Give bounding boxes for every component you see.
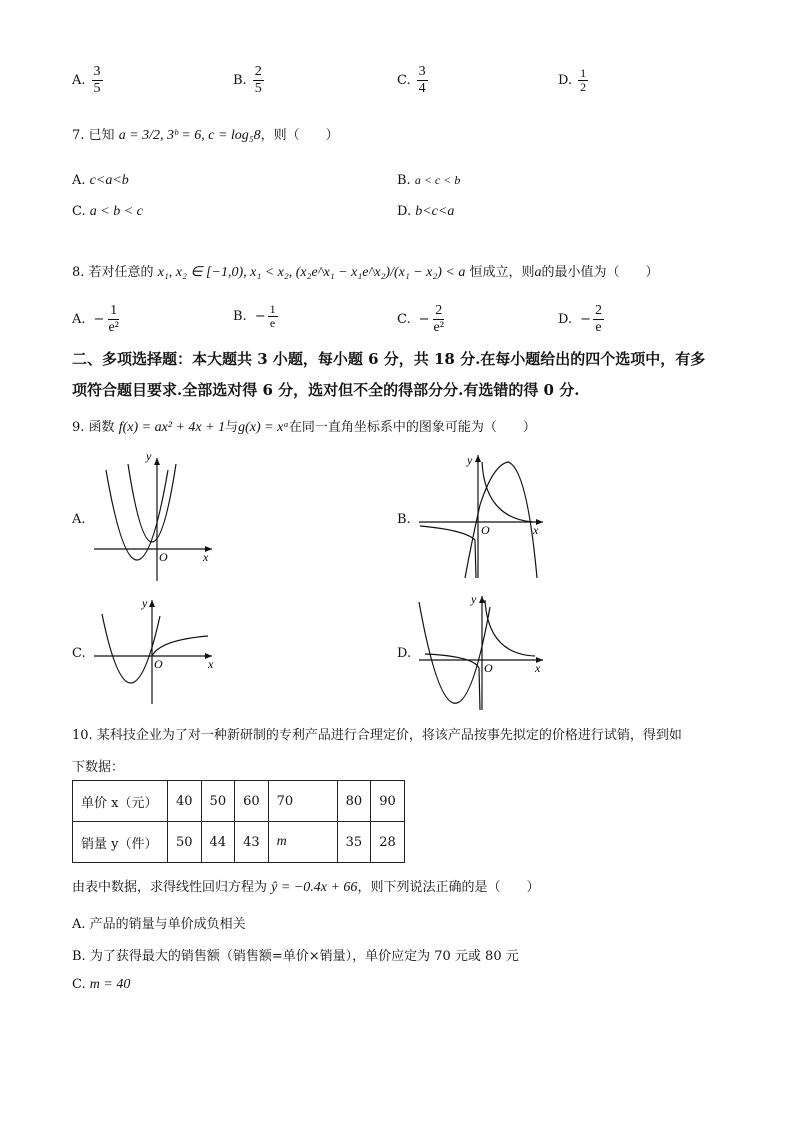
y-axis-label: y (146, 449, 152, 463)
q9-graph-b-label[interactable]: B. (397, 512, 411, 527)
y-axis-arrow-icon (479, 596, 485, 603)
table-cell: 28 (371, 822, 405, 863)
q6-option-b[interactable] (233, 64, 264, 97)
q8-stem (72, 261, 659, 281)
q9-graph-a-label[interactable]: A. (72, 512, 86, 527)
q7-option-c[interactable] (72, 204, 143, 220)
power-curve-left (420, 526, 476, 578)
option-label: A. (72, 73, 86, 88)
q6-option-c[interactable] (397, 64, 428, 97)
option-label: C. (72, 977, 86, 992)
question-lead: 已知 (88, 128, 115, 143)
question-number: 9. (72, 420, 85, 435)
q10-data-table (72, 780, 405, 863)
regression-math: ŷ = −0.4x + 66 (271, 880, 358, 895)
table-cell: 35 (337, 822, 371, 863)
q9-graph-b[interactable] (415, 450, 550, 582)
table-cell: m (268, 822, 337, 863)
question-math-f: f(x) = ax² + 4x + 1 (118, 420, 226, 435)
fraction (92, 64, 103, 97)
table-cell: 90 (371, 781, 405, 822)
y-axis-label: y (467, 453, 473, 467)
power-curve (152, 636, 208, 656)
origin-label: O (484, 661, 493, 675)
numerator: 2 (254, 64, 262, 79)
option-text: 产品的销量与单价成负相关 (89, 917, 246, 932)
denominator: 2 (580, 80, 587, 94)
q10-regression-line (72, 876, 539, 896)
table-cell: 60 (235, 781, 269, 822)
question-lead: 函数 (88, 420, 115, 435)
q8-option-c[interactable] (397, 303, 446, 336)
numerator: 3 (418, 64, 426, 79)
question-lead: 若对任意的 (88, 265, 154, 280)
option-label: D. (558, 312, 573, 327)
option-sign: − (418, 312, 430, 327)
option-label: B. (233, 309, 247, 324)
q9-graph-c[interactable] (90, 596, 220, 708)
numerator: 1 (110, 303, 118, 318)
y-axis-arrow-icon (475, 455, 481, 462)
option-sign: − (93, 312, 105, 327)
table-row (73, 781, 405, 822)
table-cell: 44 (201, 822, 235, 863)
y-axis-label: y (471, 592, 477, 606)
q6-option-a[interactable] (72, 64, 103, 97)
fraction (268, 303, 278, 330)
x-axis-label: x (535, 661, 541, 675)
option-label: D. (558, 73, 573, 88)
y-axis-arrow-icon (149, 600, 155, 607)
question-tail: 在同一直角坐标系中的图象可能为（ ） (288, 420, 536, 435)
q10-option-c[interactable] (72, 977, 130, 993)
table-cell: 43 (235, 822, 269, 863)
question-math: a = 3/2, 3ᵇ = 6, c = log₅8 (118, 128, 261, 143)
option-label: C. (72, 204, 86, 219)
x-axis-label: x (533, 523, 539, 537)
option-sign: − (580, 312, 591, 327)
power-curve-right (482, 462, 533, 522)
denominator: 5 (93, 81, 101, 96)
denominator: 4 (418, 81, 426, 96)
option-label: C. (397, 73, 411, 88)
fraction (593, 303, 604, 336)
denominator: e (269, 316, 276, 330)
table-cell: 50 (168, 822, 202, 863)
numerator: 3 (93, 64, 101, 79)
q10-stem-line-1 (72, 724, 682, 743)
question-math-g: g(x) = xᵃ (238, 420, 289, 435)
option-label: B. (233, 73, 247, 88)
table-row-header: 销量 y（件） (73, 822, 168, 863)
q7-option-d[interactable] (397, 204, 454, 220)
option-label: A. (72, 917, 86, 932)
denominator: e² (433, 320, 444, 335)
y-axis-label: y (142, 596, 148, 610)
numerator: 1 (580, 66, 587, 80)
question-var: a (534, 265, 542, 280)
question-tail: ，则（ ） (260, 128, 339, 143)
question-text: 某科技企业为了对一种新研制的专利产品进行合理定价，将该产品按事先拟定的价格进行试销，得到如 (96, 728, 682, 743)
fraction (417, 64, 428, 97)
question-tail: 恒成立，则 (469, 265, 535, 280)
section-heading-line-1: 二、多项选择题：本大题共 3 小题，每小题 6 分，共 18 分.在每小题给出的四个选项中，有多 (72, 350, 706, 368)
section-heading-line-2: 项符合题目要求.全部选对得 6 分，选对但不全的得部分分.有选错的得 0 分. (72, 381, 580, 399)
option-text: a < b < c (89, 204, 143, 219)
q7-option-b[interactable] (397, 173, 460, 188)
table-cell: 70 (268, 781, 337, 822)
origin-label: O (481, 523, 490, 537)
option-text: m = 40 (89, 977, 131, 992)
power-curve-right (485, 600, 535, 656)
question-mid: 与 (225, 420, 239, 435)
table-row-header: 单价 x（元） (73, 781, 168, 822)
q8-option-d[interactable] (558, 303, 604, 336)
y-axis-arrow-icon (154, 458, 160, 465)
denominator: 5 (254, 81, 262, 96)
question-number: 10. (72, 728, 93, 743)
question-number: 8. (72, 265, 85, 280)
q9-graph-a[interactable] (90, 450, 220, 585)
denominator: e² (108, 320, 119, 335)
option-text: b<c<a (415, 204, 455, 219)
option-text: 为了获得最大的销售额（销售额=单价×销量），单价应定为 70 元或 80 元 (89, 949, 519, 964)
fraction (253, 64, 264, 97)
fraction (578, 67, 588, 94)
option-label: C. (397, 312, 411, 327)
q10-stem-line-2: 下数据： (72, 760, 125, 775)
option-text: c<a<b (89, 173, 129, 188)
table-cell: 50 (201, 781, 235, 822)
origin-label: O (154, 657, 163, 671)
option-sign: − (254, 309, 266, 324)
numerator: 1 (269, 302, 276, 316)
q10-option-b[interactable] (72, 945, 519, 964)
denominator: e (595, 320, 602, 335)
numerator: 2 (435, 303, 443, 318)
q9-graph-c-label[interactable]: C. (72, 646, 86, 661)
parabola-curve (102, 614, 160, 683)
x-axis-label: x (203, 550, 209, 564)
fraction (432, 303, 446, 336)
q8-option-b[interactable] (233, 303, 278, 330)
q7-stem (72, 124, 339, 144)
option-label: A. (72, 312, 86, 327)
option-text: a < c < b (414, 173, 461, 187)
option-label: A. (72, 173, 86, 188)
x-axis-label: x (208, 657, 214, 671)
table-cell: 40 (168, 781, 202, 822)
q9-stem (72, 416, 536, 436)
numerator: 2 (595, 303, 602, 318)
question-number: 7. (72, 128, 85, 143)
q9-graph-d-label[interactable]: D. (397, 646, 412, 661)
q9-graph-d[interactable] (415, 592, 550, 714)
option-label: B. (397, 173, 411, 188)
q6-option-d[interactable] (558, 67, 588, 94)
q7-option-a[interactable] (72, 173, 129, 189)
option-label: D. (397, 204, 412, 219)
power-curve (128, 464, 176, 542)
question-math: x₁, x₂ ∈ [−1,0), x₁ < x₂, (x₂e^x₁ − x₁e^x₂)/(x₁ − x₂) < a (157, 265, 466, 280)
origin-label: O (159, 550, 168, 564)
table-cell: 80 (337, 781, 371, 822)
regression-lead: 由表中数据，求得线性回归方程为 (72, 880, 268, 895)
q10-option-a[interactable] (72, 913, 246, 932)
question-tail-2: 的最小值为（ ） (541, 265, 659, 280)
parabola-curve (106, 470, 168, 560)
fraction (106, 303, 120, 336)
table-row (73, 822, 405, 863)
regression-tail: ，则下列说法正确的是（ ） (357, 880, 540, 895)
q8-option-a[interactable] (72, 303, 121, 336)
option-label: B. (72, 949, 86, 964)
